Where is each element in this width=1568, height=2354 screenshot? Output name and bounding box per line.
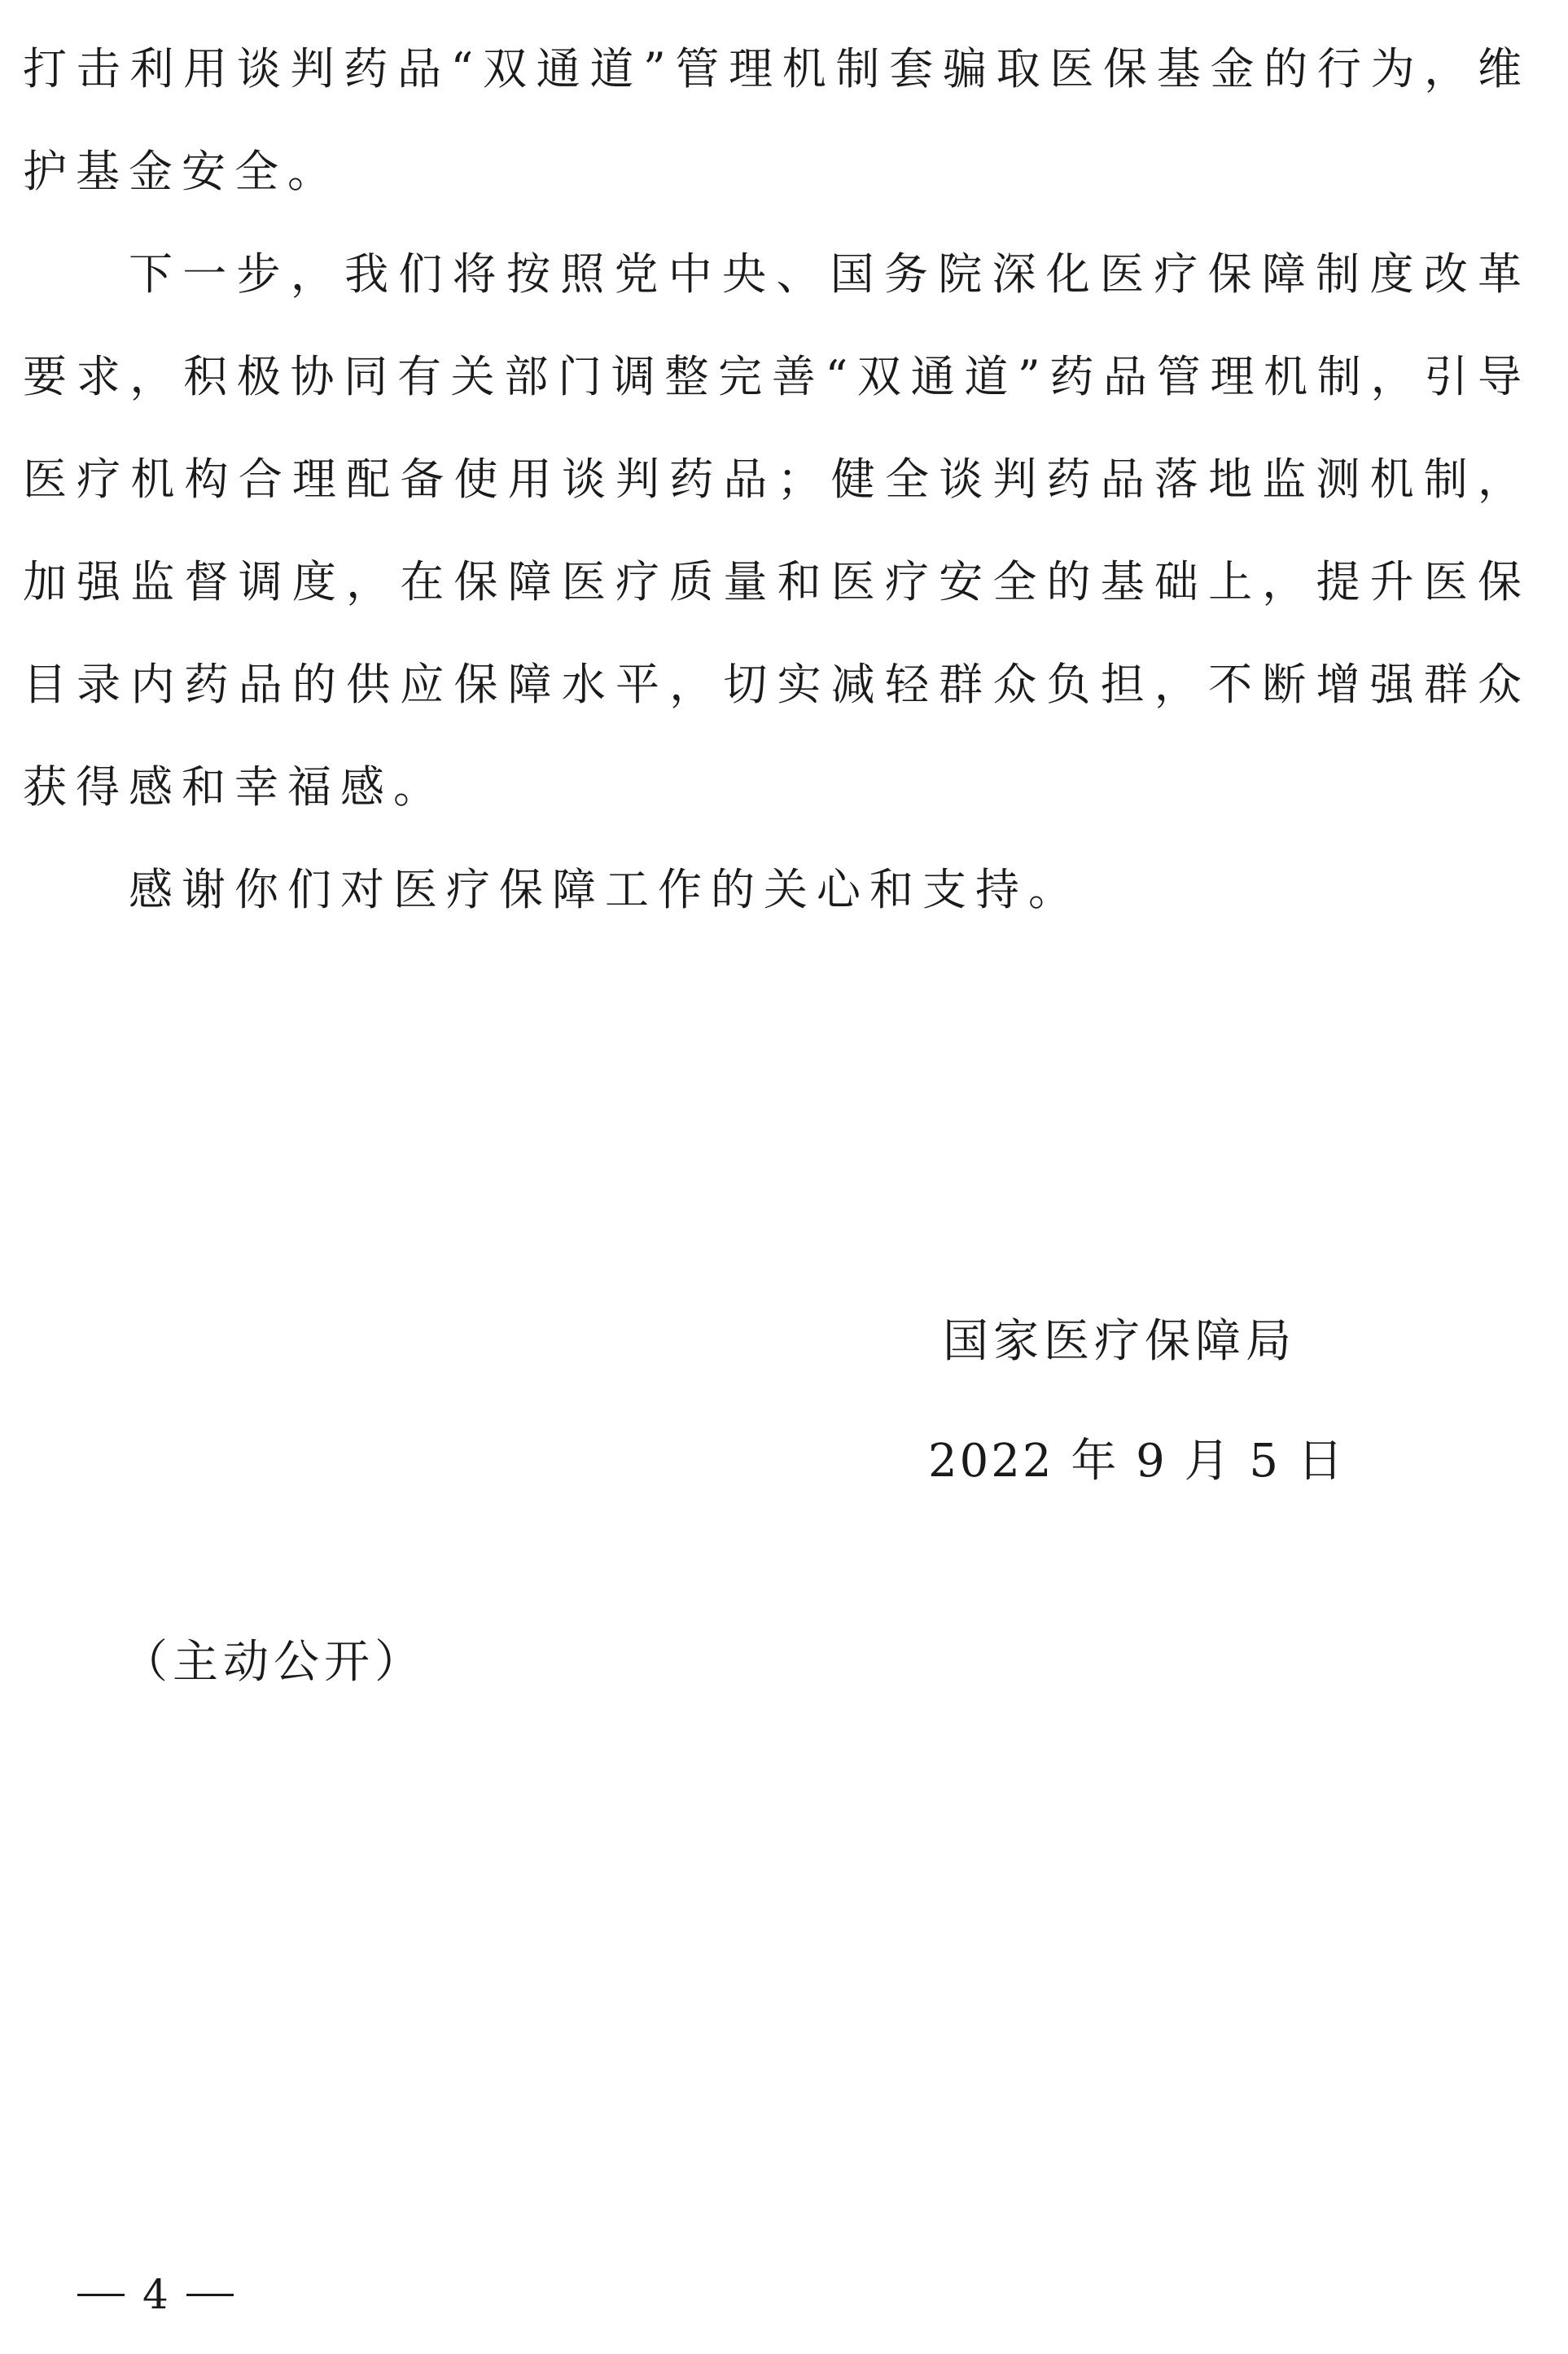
paragraph-3: 感谢你们对医疗保障工作的关心和支持。 <box>129 864 1081 915</box>
paragraph-2: 下一步，我们将按照党中央、国务院深化医疗保障制度改革要求，积极协同有关部门调整完善“双通道”药品管理机制，引导医疗机构合理配备使用谈判药品；健全谈判药品落地监测机制，加强监督调度，在保障医疗质量和医疗安全的基础上，提升医保目录内药品的供应保障水平，切实减轻群众负担，不断增强群众获得感和幸福感。 <box>23 248 1531 813</box>
signature-organization: 国家医疗保障局 <box>943 1315 1296 1368</box>
disclosure-note: （主动公开） <box>122 1636 425 1689</box>
page-number: 4 <box>142 2271 169 2318</box>
signature-date: 2022 年 9 月 5 日 <box>928 1435 1346 1488</box>
page-number-footer <box>77 2262 234 2327</box>
paragraph-1: 打击利用谈判药品“双通道”管理机制套骗取医保基金的行为，维护基金安全。 <box>23 43 1531 197</box>
left-dash <box>77 2294 125 2296</box>
document-body <box>23 18 1531 941</box>
right-dash <box>186 2294 234 2296</box>
